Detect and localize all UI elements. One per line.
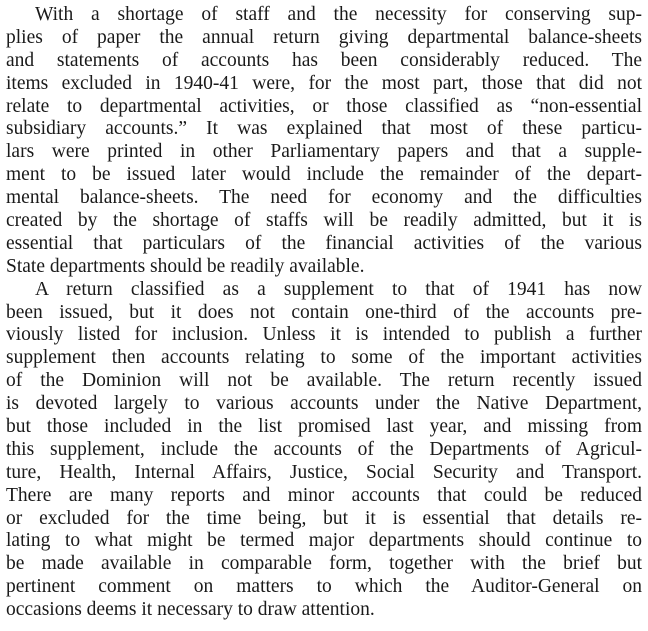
text-line: or excluded for the time being, but it is essential that details re- (6, 507, 642, 529)
text-line: essential that particulars of the financial activities of the various (6, 232, 642, 254)
text-line: A return classified as a supplement to that of 1941 has now (35, 278, 642, 300)
text-line: be made available in comparable form, together with the brief but (6, 553, 642, 575)
text-line: plies of paper the annual return giving departmental balance-sheets (6, 26, 642, 48)
text-line: ment to be issued later would include the remainder of the depart- (6, 164, 642, 186)
paragraph-2 (6, 279, 642, 622)
text-line: been issued, but it does not contain one-third of the accounts pre- (6, 301, 642, 323)
text-line: State departments should be readily available. (6, 255, 365, 277)
paragraph-1 (6, 4, 642, 279)
text-line: There are many reports and minor accounts that could be reduced (6, 484, 642, 506)
text-line: created by the shortage of staffs will be readily admitted, but it is (6, 210, 642, 232)
text-line: occasions deems it necessary to draw attention. (6, 599, 375, 621)
text-line: supplement then accounts relating to some of the important activities (6, 347, 642, 369)
text-line: items excluded in 1940-41 were, for the most part, those that did not (6, 72, 642, 94)
text-line: and statements of accounts has been considerably reduced. The (6, 49, 642, 71)
text-line: relate to departmental activities, or those classified as “non-essential (6, 95, 642, 117)
text-line: mental balance-sheets. The need for economy and the difficulties (6, 187, 642, 209)
text-line: viously listed for inclusion. Unless it is intended to publish a further (6, 324, 642, 346)
text-line: With a shortage of staff and the necessity for conserving sup- (35, 4, 642, 25)
text-line: pertinent comment on matters to which the Auditor-General on (6, 576, 642, 598)
text-line: lars were printed in other Parliamentary papers and that a supple- (6, 141, 642, 163)
text-line: of the Dominion will not be available. The return recently issued (6, 370, 642, 392)
text-line: ture, Health, Internal Affairs, Justice, Social Security and Transport. (6, 461, 642, 483)
text-line: subsidiary accounts.” It was explained that most of these particu- (6, 118, 642, 140)
text-line: but those included in the list promised last year, and missing from (6, 416, 642, 438)
text-line: lating to what might be termed major departments should continue to (6, 530, 642, 552)
text-line: this supplement, include the accounts of the Departments of Agricul- (6, 438, 642, 460)
text-line: is devoted largely to various accounts under the Native Department, (6, 393, 642, 415)
